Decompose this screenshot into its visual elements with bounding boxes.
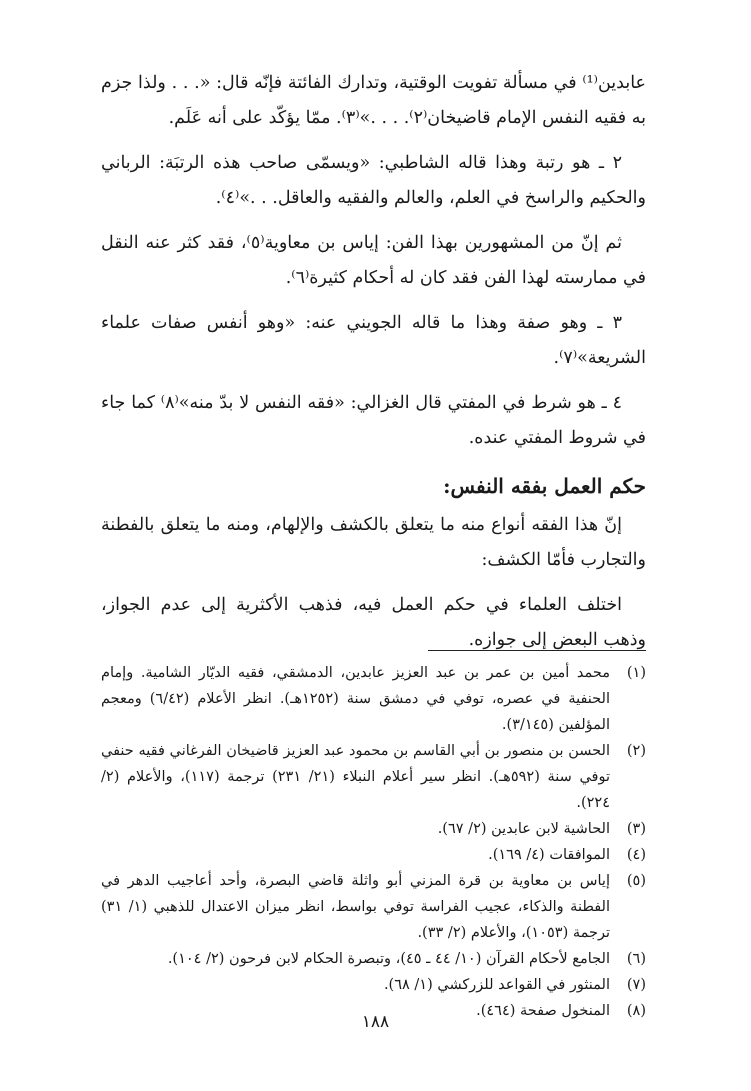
footnote-item [101, 660, 646, 738]
paragraph-ibn-abidin: عابدين⁽¹⁾ في مسألة تفويت الوقتية، وتدارك الفائتة فإنّه قال: «. . . ولذا جزم به فقيه النفس الإمام قاضيخان⁽٢⁾. . . .»⁽٣⁾. ممّا يؤكّد على أنه عَلَم. [101, 73, 646, 128]
footnote-item [101, 946, 646, 972]
footnote-number: (٤) [626, 847, 646, 863]
paragraph-point-2: ٢ ـ هو رتبة وهذا قاله الشاطبي: «ويسمّى صاحب هذه الرتبَة: الرباني والحكيم والراسخ في العلم، والعالم والفقيه والعاقل. . .»⁽٤⁾. [101, 153, 646, 208]
footnote-text: محمد أمين بن عمر بن عبد العزيز عابدين، الدمشقي، فقيه الديّار الشامية. وإمام الحنفية في عصره، توفي في دمشق سنة (١٢٥٢هـ). انظر الأعلام (٦/٤٢) ومعجم المؤلفين (٣/١٤٥). [101, 665, 610, 733]
footnote-text: المنخول صفحة (٤٦٤). [476, 1003, 610, 1019]
main-text [101, 66, 646, 668]
footnote-text: الحاشية لابن عابدين (٢/ ٦٧). [437, 821, 610, 837]
footnote-text: المنثور في القواعد للزركشي (١/ ٦٨). [383, 977, 610, 993]
footnote-item [101, 816, 646, 842]
footnote-number: (٧) [626, 977, 646, 993]
footnote-item [101, 972, 646, 998]
footnote-number: (٨) [626, 1003, 646, 1019]
footnote-number: (٢) [626, 743, 646, 759]
footnote-number: (٦) [626, 951, 646, 967]
footnote-item [101, 868, 646, 946]
footnote-number: (٣) [626, 821, 646, 837]
footnote-item [101, 738, 646, 816]
footnote-text: الجامع لأحكام القرآن (١٠/ ٤٤ ـ ٤٥)، وتبصرة الحكام لابن فرحون (٢/ ١٠٤). [167, 951, 610, 967]
paragraph-iyas: ثم إنّ من المشهورين بهذا الفن: إياس بن معاوية⁽٥⁾، فقد كثر عنه النقل في ممارسته لهذا الفن فقد كان له أحكام كثيرة⁽٦⁾. [101, 233, 646, 288]
footnote-text: الموافقات (٤/ ١٦٩). [488, 847, 610, 863]
paragraph-point-3: ٣ ـ وهو صفة وهذا ما قاله الجويني عنه: «وهو أنفس صفات علماء الشريعة»⁽٧⁾. [101, 313, 646, 368]
footnotes [101, 660, 646, 1024]
footnote-item [101, 842, 646, 868]
footnote-text: إياس بن معاوية بن قرة المزني أبو واثلة قاضي البصرة، وأحد أعاجيب الدهر في الفطنة والذكاء، عجيب الفراسة توفي بواسط، انظر ميزان الاعتدال للذهبي (١/ ٣١) ترجمة (١٠٥٣)، والأعلام (٢/ ٣٣). [101, 873, 610, 941]
footnote-number: (١) [626, 665, 646, 681]
footnote-number: (٥) [626, 873, 646, 889]
paragraph-kinds: إنّ هذا الفقه أنواع منه ما يتعلق بالكشف والإلهام، ومنه ما يتعلق بالفطنة والتجارب فأمّا الكشف: [101, 515, 646, 570]
footnote-text: الحسن بن منصور بن أبي القاسم بن محمود عبد العزيز قاضيخان الفرغاني فقيه حنفي توفي سنة (٥٩٢هـ). انظر سير أعلام النبلاء (٢١/ ٢٣١) ترجمة (١١٧)، والأعلام (٢/ ٢٢٤). [101, 743, 610, 811]
footnote-separator [428, 650, 646, 651]
section-heading: حكم العمل بفقه النفس: [443, 474, 646, 498]
paragraph-point-4: ٤ ـ هو شرط في المفتي قال الغزالي: «فقه النفس لا بدّ منه»⁽٨⁾ كما جاء في شروط المفتي عنده. [101, 393, 646, 448]
paragraph-disagreement: اختلف العلماء في حكم العمل فيه، فذهب الأكثرية إلى عدم الجواز، وذهب البعض إلى جوازه. [101, 595, 646, 650]
page-number: ١٨٨ [361, 1012, 390, 1032]
